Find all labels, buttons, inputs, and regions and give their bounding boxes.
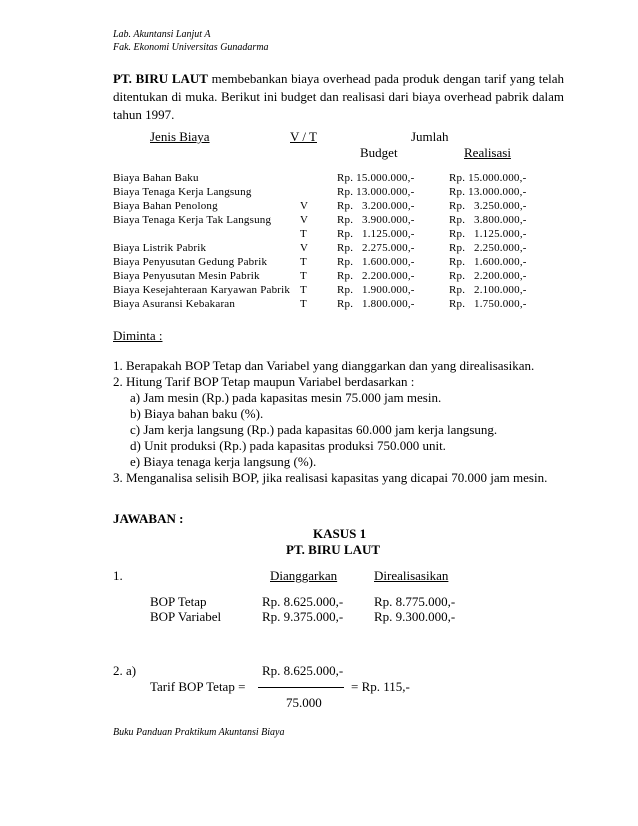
row-realisasi: Rp. 1.750.000,- (449, 298, 527, 310)
row-vt: V (300, 214, 309, 226)
row-name: Biaya Listrik Pabrik (113, 242, 207, 254)
diminta-item-2d: d) Unit produksi (Rp.) pada kapasitas produksi 750.000 unit. (130, 438, 446, 453)
row-budget: Rp. 1.125.000,- (337, 228, 415, 240)
header-faculty: Fak. Ekonomi Universitas Gunadarma (113, 42, 269, 53)
formula-numerator: Rp. 8.625.000,- (262, 663, 344, 678)
row-vt: T (300, 270, 307, 282)
row-realisasi: Rp. 1.600.000,- (449, 256, 527, 268)
row-vt: V (300, 200, 309, 212)
row-realisasi: Rp. 3.800.000,- (449, 214, 527, 226)
bop-tetap-label: BOP Tetap (150, 594, 207, 609)
row-budget: Rp. 3.900.000,- (337, 214, 415, 226)
diminta-item-2a: a) Jam mesin (Rp.) pada kapasitas mesin 75.000 jam mesin. (130, 390, 442, 405)
row-realisasi: Rp. 2.250.000,- (449, 242, 527, 254)
row-vt: T (300, 228, 307, 240)
footer-text: Buku Panduan Praktikum Akuntansi Biaya (113, 727, 285, 738)
row-realisasi: Rp. 1.125.000,- (449, 228, 527, 240)
col-budget: Budget (360, 145, 398, 160)
col-jenis-biaya: Jenis Biaya (150, 129, 210, 144)
row-budget: Rp. 2.275.000,- (337, 242, 415, 254)
row-realisasi: Rp. 2.200.000,- (449, 270, 527, 282)
bop-variabel-realisasi: Rp. 9.300.000,- (374, 609, 456, 624)
diminta-label: Diminta : (113, 328, 163, 343)
row-vt: V (300, 242, 309, 254)
kasus-title: KASUS 1 (313, 526, 367, 541)
intro-paragraph (113, 70, 564, 124)
table-row (113, 270, 543, 284)
intro-text: membebankan biaya overhead pada produk dengan tarif yang telah ditentukan di muka. Berikut ini budget dan realisasi dari biaya overhead pabrik dalam tahun 1997. (113, 71, 564, 122)
col-direalisasikan: Direalisasikan (374, 568, 449, 583)
answer-2a-number: 2. a) (113, 663, 137, 678)
row-realisasi: Rp. 13.000.000,- (449, 186, 527, 198)
answer-1-number: 1. (113, 568, 123, 583)
header-lab: Lab. Akuntansi Lanjut A (113, 29, 211, 40)
formula-label: Tarif BOP Tetap = (150, 679, 246, 694)
table-row (113, 256, 543, 270)
row-realisasi: Rp. 15.000.000,- (449, 172, 527, 184)
row-name: Biaya Penyusutan Gedung Pabrik (113, 256, 268, 268)
diminta-item-2c: c) Jam kerja langsung (Rp.) pada kapasitas 60.000 jam kerja langsung. (130, 422, 498, 437)
row-name: Biaya Kesejahteraan Karyawan Pabrik (113, 284, 291, 296)
table-row (113, 298, 543, 312)
diminta-item-2e: e) Biaya tenaga kerja langsung (%). (130, 454, 317, 469)
row-budget: Rp. 1.900.000,- (337, 284, 415, 296)
col-realisasi: Realisasi (464, 145, 511, 160)
intro-company: PT. BIRU LAUT (113, 71, 208, 86)
diminta-item-2b: b) Biaya bahan baku (%). (130, 406, 264, 421)
table-row (113, 172, 543, 186)
col-jumlah: Jumlah (411, 129, 449, 144)
row-budget: Rp. 2.200.000,- (337, 270, 415, 282)
formula-result: = Rp. 115,- (351, 679, 410, 694)
row-name: Biaya Bahan Penolong (113, 200, 218, 212)
table-row (113, 214, 543, 228)
bop-tetap-anggaran: Rp. 8.625.000,- (262, 594, 344, 609)
kasus-company: PT. BIRU LAUT (286, 542, 381, 557)
row-realisasi: Rp. 3.250.000,- (449, 200, 527, 212)
row-vt: T (300, 256, 307, 268)
diminta-item-2: 2. Hitung Tarif BOP Tetap maupun Variabel berdasarkan : (113, 374, 415, 389)
row-name: Biaya Bahan Baku (113, 172, 199, 184)
row-budget: Rp. 13.000.000,- (337, 186, 415, 198)
row-budget: Rp. 1.600.000,- (337, 256, 415, 268)
row-name: Biaya Asuransi Kebakaran (113, 298, 236, 310)
table-row (113, 242, 543, 256)
jawaban-label: JAWABAN : (113, 511, 184, 526)
table-row (113, 228, 543, 242)
row-name: Biaya Penyusutan Mesin Pabrik (113, 270, 260, 282)
col-vt: V / T (290, 129, 317, 144)
bop-variabel-label: BOP Variabel (150, 609, 222, 624)
row-budget: Rp. 15.000.000,- (337, 172, 415, 184)
bop-variabel-anggaran: Rp. 9.375.000,- (262, 609, 344, 624)
col-dianggarkan: Dianggarkan (270, 568, 338, 583)
diminta-item-3: 3. Menganalisa selisih BOP, jika realisasi kapasitas yang dicapai 70.000 jam mesin. (113, 470, 548, 485)
row-name: Biaya Tenaga Kerja Tak Langsung (113, 214, 272, 226)
table-row (113, 284, 543, 298)
diminta-item-1: 1. Berapakah BOP Tetap dan Variabel yang dianggarkan dan yang direalisasikan. (113, 358, 535, 373)
row-realisasi: Rp. 2.100.000,- (449, 284, 527, 296)
row-vt: T (300, 298, 307, 310)
fraction-line (258, 687, 344, 688)
table-row (113, 200, 543, 214)
row-budget: Rp. 1.800.000,- (337, 298, 415, 310)
row-vt: T (300, 284, 307, 296)
table-row (113, 186, 543, 200)
formula-denominator: 75.000 (286, 695, 322, 710)
row-budget: Rp. 3.200.000,- (337, 200, 415, 212)
row-name: Biaya Tenaga Kerja Langsung (113, 186, 252, 198)
bop-tetap-realisasi: Rp. 8.775.000,- (374, 594, 456, 609)
